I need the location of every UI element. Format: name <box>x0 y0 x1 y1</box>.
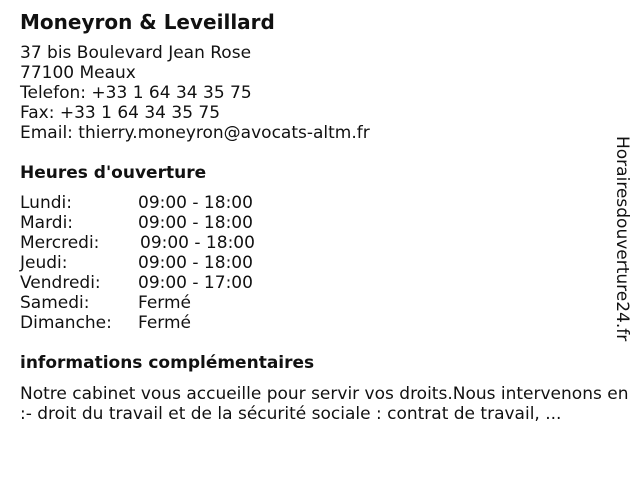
day-label: Lundi: <box>20 193 72 213</box>
email-line: Email: thierry.moneyron@avocats-altm.fr <box>20 123 370 143</box>
address-line-1: 37 bis Boulevard Jean Rose <box>20 43 252 63</box>
site-brand-vertical: Horairesdouverture24.fr <box>612 136 632 342</box>
day-label: Mercredi: <box>20 233 100 253</box>
additional-info-text: Notre cabinet vous accueille pour servir vos droits.Nous intervenons en :- droit du travail et de la sécurité sociale : contrat de travail, ... <box>20 384 629 424</box>
day-label: Vendredi: <box>20 273 101 293</box>
hours-value: Fermé <box>138 313 192 333</box>
day-label: Dimanche: <box>20 313 112 333</box>
opening-hours-heading: Heures d'ouverture <box>20 163 207 183</box>
hours-value: Fermé <box>138 293 192 313</box>
phone-line: Telefon: +33 1 64 34 35 75 <box>20 83 252 103</box>
business-name: Moneyron & Leveillard <box>20 10 275 34</box>
hours-value: 09:00 - 17:00 <box>138 273 253 293</box>
day-label: Jeudi: <box>20 253 68 273</box>
fax-line: Fax: +33 1 64 34 35 75 <box>20 103 221 123</box>
contact-block <box>20 43 370 143</box>
hours-value: 09:00 - 18:00 <box>138 213 253 233</box>
address-line-2: 77100 Meaux <box>20 63 136 83</box>
day-label: Samedi: <box>20 293 90 313</box>
additional-info-heading: informations complémentaires <box>20 353 315 373</box>
hours-value: 09:00 - 18:00 <box>138 253 253 273</box>
hours-value: 09:00 - 18:00 <box>138 193 253 213</box>
hours-value: 09:00 - 18:00 <box>140 233 255 253</box>
day-label: Mardi: <box>20 213 74 233</box>
